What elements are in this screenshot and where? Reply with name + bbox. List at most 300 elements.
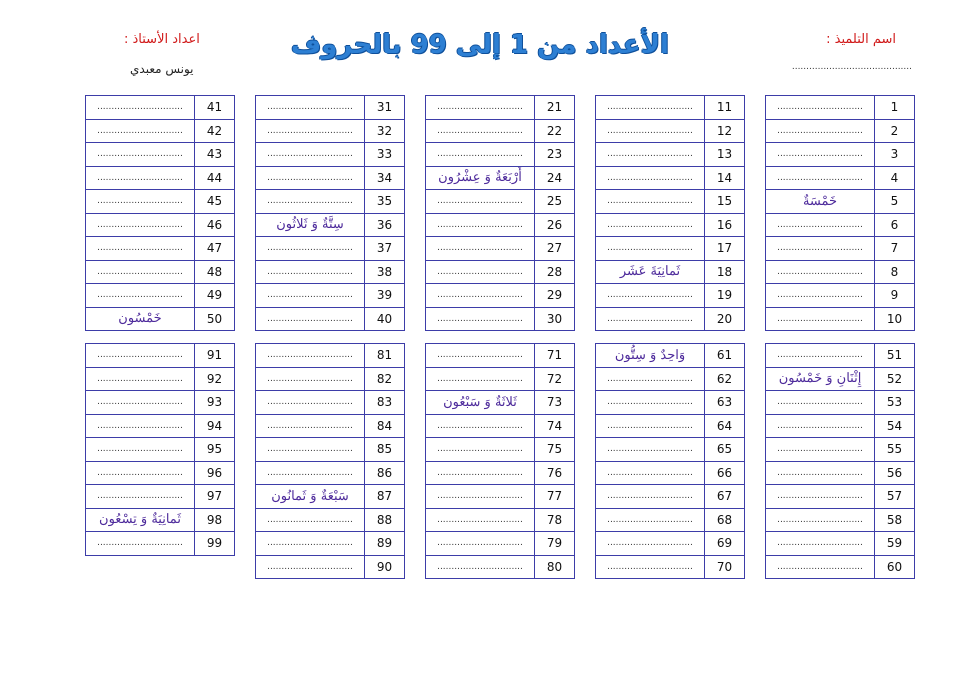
- table-row: [256, 307, 405, 331]
- table-row: [256, 438, 405, 462]
- number-cell: 23: [535, 143, 575, 167]
- table-row: [426, 119, 575, 143]
- table-row: [426, 307, 575, 331]
- answer-cell[interactable]: ..............................: [766, 307, 875, 331]
- table-row: [256, 367, 405, 391]
- teacher-name: يونس معبدي: [130, 62, 194, 76]
- number-table: [765, 95, 915, 331]
- answer-cell[interactable]: ..............................: [256, 307, 365, 331]
- number-cell: 50: [195, 307, 235, 331]
- number-cell: 33: [365, 143, 405, 167]
- answer-cell[interactable]: ..............................: [426, 485, 535, 509]
- number-cell: 83: [365, 391, 405, 415]
- number-cell: 19: [705, 284, 745, 308]
- answer-cell: سِتَّةٌ وَ ثَلاثُون: [256, 213, 365, 237]
- number-cell: 94: [195, 414, 235, 438]
- number-cell: 84: [365, 414, 405, 438]
- answer-cell[interactable]: ..............................: [256, 391, 365, 415]
- number-table: [425, 95, 575, 331]
- number-cell: 2: [875, 119, 915, 143]
- answer-cell[interactable]: ..............................: [426, 284, 535, 308]
- number-cell: 35: [365, 190, 405, 214]
- number-cell: 79: [535, 532, 575, 556]
- number-cell: 1: [875, 96, 915, 120]
- answer-cell[interactable]: ..............................: [86, 367, 195, 391]
- number-cell: 44: [195, 166, 235, 190]
- number-cell: 90: [365, 555, 405, 579]
- number-cell: 77: [535, 485, 575, 509]
- answer-cell[interactable]: ..............................: [256, 532, 365, 556]
- table-row: [426, 284, 575, 308]
- number-cell: 60: [875, 555, 915, 579]
- answer-cell[interactable]: ..............................: [596, 190, 705, 214]
- answer-cell[interactable]: ..............................: [86, 485, 195, 509]
- number-table: [85, 343, 235, 556]
- answer-cell[interactable]: ..............................: [256, 438, 365, 462]
- number-cell: 97: [195, 485, 235, 509]
- table-row: [596, 508, 745, 532]
- answer-cell: سَبْعَةٌ وَ ثَمانُون: [256, 485, 365, 509]
- table-row: [596, 260, 745, 284]
- answer-cell[interactable]: ..............................: [426, 508, 535, 532]
- number-table: [765, 343, 915, 579]
- answer-cell[interactable]: ..............................: [256, 508, 365, 532]
- table-row: [766, 119, 915, 143]
- table-row: [766, 391, 915, 415]
- answer-cell[interactable]: ..............................: [86, 284, 195, 308]
- answer-cell[interactable]: ..............................: [596, 555, 705, 579]
- number-cell: 46: [195, 213, 235, 237]
- answer-cell[interactable]: ..............................: [426, 119, 535, 143]
- number-cell: 10: [875, 307, 915, 331]
- number-cell: 95: [195, 438, 235, 462]
- number-cell: 71: [535, 344, 575, 368]
- answer-cell[interactable]: ..............................: [426, 461, 535, 485]
- table-row: [766, 461, 915, 485]
- number-cell: 31: [365, 96, 405, 120]
- table-row: [766, 438, 915, 462]
- table-row: [86, 284, 235, 308]
- number-cell: 81: [365, 344, 405, 368]
- number-cell: 62: [705, 367, 745, 391]
- number-cell: 3: [875, 143, 915, 167]
- answer-cell[interactable]: ..............................: [766, 260, 875, 284]
- answer-cell[interactable]: ..............................: [86, 438, 195, 462]
- page-title: الأعداد من 1 إلى 99 بالحروف: [291, 30, 669, 60]
- table-row: [766, 237, 915, 261]
- number-cell: 22: [535, 119, 575, 143]
- answer-cell[interactable]: ..............................: [256, 143, 365, 167]
- answer-cell[interactable]: ..............................: [256, 344, 365, 368]
- number-table: [425, 343, 575, 579]
- table-row: [766, 344, 915, 368]
- number-cell: 70: [705, 555, 745, 579]
- table-row: [86, 96, 235, 120]
- number-cell: 7: [875, 237, 915, 261]
- number-cell: 74: [535, 414, 575, 438]
- answer-cell[interactable]: ..............................: [256, 414, 365, 438]
- answer-cell[interactable]: ..............................: [766, 119, 875, 143]
- number-cell: 9: [875, 284, 915, 308]
- answer-cell[interactable]: ..............................: [86, 96, 195, 120]
- table-row: [426, 414, 575, 438]
- number-cell: 34: [365, 166, 405, 190]
- number-cell: 80: [535, 555, 575, 579]
- number-cell: 17: [705, 237, 745, 261]
- table-row: [86, 414, 235, 438]
- answer-cell[interactable]: ..............................: [766, 143, 875, 167]
- answer-cell[interactable]: ..............................: [86, 260, 195, 284]
- table-row: [426, 344, 575, 368]
- answer-cell[interactable]: ..............................: [426, 532, 535, 556]
- answer-cell[interactable]: ..............................: [596, 438, 705, 462]
- number-table: [595, 343, 745, 579]
- table-row: [596, 143, 745, 167]
- number-cell: 72: [535, 367, 575, 391]
- table-row: [426, 367, 575, 391]
- number-cell: 93: [195, 391, 235, 415]
- table-row: [256, 260, 405, 284]
- table-row: [256, 461, 405, 485]
- answer-cell[interactable]: ..............................: [596, 119, 705, 143]
- answer-cell: وَاحِدٌ وَ سِتُّون: [596, 344, 705, 368]
- answer-cell[interactable]: ..............................: [256, 555, 365, 579]
- number-cell: 4: [875, 166, 915, 190]
- answer-cell[interactable]: ..............................: [596, 143, 705, 167]
- number-cell: 27: [535, 237, 575, 261]
- table-row: [86, 213, 235, 237]
- answer-cell[interactable]: ..............................: [596, 461, 705, 485]
- number-cell: 20: [705, 307, 745, 331]
- number-cell: 30: [535, 307, 575, 331]
- answer-cell[interactable]: ..............................: [256, 461, 365, 485]
- number-cell: 36: [365, 213, 405, 237]
- table-row: [596, 461, 745, 485]
- number-cell: 6: [875, 213, 915, 237]
- number-cell: 29: [535, 284, 575, 308]
- answer-cell[interactable]: ..............................: [596, 508, 705, 532]
- answer-cell[interactable]: ..............................: [256, 96, 365, 120]
- table-row: [86, 260, 235, 284]
- table-row: [596, 166, 745, 190]
- number-cell: 25: [535, 190, 575, 214]
- table-row: [596, 284, 745, 308]
- answer-cell[interactable]: ..............................: [596, 237, 705, 261]
- number-cell: 48: [195, 260, 235, 284]
- number-table: [255, 95, 405, 331]
- number-cell: 82: [365, 367, 405, 391]
- number-cell: 86: [365, 461, 405, 485]
- answer-cell[interactable]: ..............................: [86, 213, 195, 237]
- table-row: [426, 260, 575, 284]
- table-row: [256, 414, 405, 438]
- answer-cell[interactable]: ..............................: [766, 213, 875, 237]
- number-cell: 49: [195, 284, 235, 308]
- number-cell: 14: [705, 166, 745, 190]
- number-cell: 87: [365, 485, 405, 509]
- number-cell: 65: [705, 438, 745, 462]
- table-row: [766, 96, 915, 120]
- answer-cell[interactable]: ..............................: [86, 532, 195, 556]
- number-cell: 69: [705, 532, 745, 556]
- answer-cell: خَمْسَةٌ: [766, 190, 875, 214]
- number-cell: 53: [875, 391, 915, 415]
- number-cell: 41: [195, 96, 235, 120]
- table-row: [596, 119, 745, 143]
- number-cell: 63: [705, 391, 745, 415]
- answer-cell[interactable]: ..............................: [86, 119, 195, 143]
- answer-cell[interactable]: ..............................: [256, 190, 365, 214]
- number-cell: 76: [535, 461, 575, 485]
- table-row: [596, 190, 745, 214]
- answer-cell[interactable]: ..............................: [86, 166, 195, 190]
- answer-cell[interactable]: ..............................: [426, 260, 535, 284]
- number-cell: 42: [195, 119, 235, 143]
- answer-cell[interactable]: ..............................: [766, 461, 875, 485]
- table-row: [426, 143, 575, 167]
- table-row: [596, 307, 745, 331]
- answer-cell[interactable]: ..............................: [596, 414, 705, 438]
- number-cell: 89: [365, 532, 405, 556]
- table-row: [256, 119, 405, 143]
- number-cell: 59: [875, 532, 915, 556]
- answer-cell[interactable]: ..............................: [426, 213, 535, 237]
- answer-cell[interactable]: ..............................: [426, 344, 535, 368]
- number-cell: 88: [365, 508, 405, 532]
- table-row: [86, 508, 235, 532]
- number-cell: 5: [875, 190, 915, 214]
- table-row: [256, 508, 405, 532]
- number-cell: 37: [365, 237, 405, 261]
- answer-cell[interactable]: ..............................: [596, 213, 705, 237]
- answer-cell[interactable]: ..............................: [766, 237, 875, 261]
- answer-cell: ثَمانِيَةَ عَشَر: [596, 260, 705, 284]
- number-cell: 8: [875, 260, 915, 284]
- table-row: [426, 213, 575, 237]
- table-row: [766, 213, 915, 237]
- number-cell: 26: [535, 213, 575, 237]
- table-row: [596, 532, 745, 556]
- answer-cell[interactable]: ..............................: [426, 190, 535, 214]
- answer-cell[interactable]: ..............................: [426, 307, 535, 331]
- number-cell: 45: [195, 190, 235, 214]
- number-cell: 12: [705, 119, 745, 143]
- answer-cell[interactable]: ..............................: [86, 391, 195, 415]
- table-row: [766, 532, 915, 556]
- answer-cell[interactable]: ..............................: [256, 260, 365, 284]
- answer-cell[interactable]: ..............................: [766, 532, 875, 556]
- table-row: [426, 555, 575, 579]
- answer-cell[interactable]: ..............................: [766, 284, 875, 308]
- answer-cell: إِثْنَانِ وَ خَمْسُون: [766, 367, 875, 391]
- table-row: [426, 237, 575, 261]
- number-cell: 52: [875, 367, 915, 391]
- table-row: [766, 485, 915, 509]
- answer-cell[interactable]: ..............................: [426, 414, 535, 438]
- table-row: [86, 119, 235, 143]
- answer-cell[interactable]: ..............................: [256, 237, 365, 261]
- table-row: [86, 190, 235, 214]
- answer-cell[interactable]: ..............................: [596, 367, 705, 391]
- answer-cell[interactable]: ..............................: [596, 391, 705, 415]
- number-cell: 28: [535, 260, 575, 284]
- answer-cell[interactable]: ..............................: [766, 508, 875, 532]
- table-row: [86, 237, 235, 261]
- answer-cell[interactable]: ..............................: [766, 414, 875, 438]
- answer-cell[interactable]: ..............................: [596, 307, 705, 331]
- table-row: [596, 391, 745, 415]
- table-row: [766, 260, 915, 284]
- table-row: [256, 190, 405, 214]
- number-cell: 16: [705, 213, 745, 237]
- answer-cell: خَمْسُون: [86, 307, 195, 331]
- table-row: [256, 237, 405, 261]
- answer-cell[interactable]: ..............................: [86, 143, 195, 167]
- answer-cell[interactable]: ..............................: [426, 555, 535, 579]
- table-row: [86, 532, 235, 556]
- table-row: [426, 391, 575, 415]
- table-row: [426, 438, 575, 462]
- number-cell: 38: [365, 260, 405, 284]
- number-cell: 24: [535, 166, 575, 190]
- answer-cell[interactable]: ..............................: [766, 555, 875, 579]
- number-cell: 11: [705, 96, 745, 120]
- answer-cell[interactable]: ..............................: [86, 414, 195, 438]
- number-cell: 56: [875, 461, 915, 485]
- table-row: [426, 508, 575, 532]
- table-row: [426, 96, 575, 120]
- table-row: [86, 485, 235, 509]
- table-row: [596, 367, 745, 391]
- number-cell: 55: [875, 438, 915, 462]
- table-row: [766, 367, 915, 391]
- answer-cell: أَرْبَعَةٌ وَ عِشْرُون: [426, 166, 535, 190]
- number-cell: 58: [875, 508, 915, 532]
- table-row: [596, 555, 745, 579]
- answer-cell[interactable]: ..............................: [256, 284, 365, 308]
- table-row: [596, 485, 745, 509]
- table-row: [766, 190, 915, 214]
- answer-cell[interactable]: ..............................: [766, 391, 875, 415]
- answer-cell[interactable]: ..............................: [426, 438, 535, 462]
- number-cell: 75: [535, 438, 575, 462]
- answer-cell[interactable]: ..............................: [256, 367, 365, 391]
- number-cell: 96: [195, 461, 235, 485]
- table-row: [766, 284, 915, 308]
- number-cell: 61: [705, 344, 745, 368]
- answer-cell[interactable]: ..............................: [766, 485, 875, 509]
- number-cell: 40: [365, 307, 405, 331]
- number-cell: 73: [535, 391, 575, 415]
- number-cell: 78: [535, 508, 575, 532]
- answer-cell[interactable]: ..............................: [86, 237, 195, 261]
- number-table: [85, 95, 235, 331]
- table-row: [86, 438, 235, 462]
- table-row: [256, 344, 405, 368]
- number-cell: 66: [705, 461, 745, 485]
- answer-cell[interactable]: ..............................: [596, 96, 705, 120]
- table-row: [86, 143, 235, 167]
- table-row: [426, 485, 575, 509]
- table-row: [596, 344, 745, 368]
- number-cell: 18: [705, 260, 745, 284]
- answer-cell: ثَلاثَةٌ وَ سَبْعُون: [426, 391, 535, 415]
- answer-cell[interactable]: ..............................: [86, 190, 195, 214]
- number-cell: 91: [195, 344, 235, 368]
- table-row: [426, 190, 575, 214]
- table-row: [256, 213, 405, 237]
- number-cell: 68: [705, 508, 745, 532]
- answer-cell[interactable]: ..............................: [426, 367, 535, 391]
- table-row: [596, 414, 745, 438]
- table-row: [86, 367, 235, 391]
- table-row: [766, 414, 915, 438]
- table-row: [86, 461, 235, 485]
- teacher-label: اعداد الأستاذ :: [124, 32, 200, 47]
- student-name-label: اسم التلميذ :: [826, 32, 896, 47]
- answer-cell[interactable]: ..............................: [86, 461, 195, 485]
- table-row: [596, 237, 745, 261]
- table-row: [256, 485, 405, 509]
- table-row: [426, 532, 575, 556]
- answer-cell[interactable]: ..............................: [426, 143, 535, 167]
- table-row: [86, 166, 235, 190]
- number-cell: 54: [875, 414, 915, 438]
- answer-cell[interactable]: ..............................: [426, 96, 535, 120]
- number-cell: 15: [705, 190, 745, 214]
- answer-cell[interactable]: ..............................: [766, 438, 875, 462]
- answer-cell[interactable]: ..............................: [426, 237, 535, 261]
- table-row: [596, 213, 745, 237]
- number-table: [255, 343, 405, 579]
- number-cell: 32: [365, 119, 405, 143]
- table-row: [426, 461, 575, 485]
- table-row: [86, 344, 235, 368]
- answer-cell[interactable]: ..............................: [766, 344, 875, 368]
- number-cell: 64: [705, 414, 745, 438]
- answer-cell[interactable]: ..............................: [256, 166, 365, 190]
- number-cell: 85: [365, 438, 405, 462]
- answer-cell[interactable]: ..............................: [596, 284, 705, 308]
- number-cell: 99: [195, 532, 235, 556]
- table-row: [766, 555, 915, 579]
- answer-cell[interactable]: ..............................: [766, 96, 875, 120]
- number-cell: 57: [875, 485, 915, 509]
- table-row: [256, 532, 405, 556]
- answer-cell[interactable]: ..............................: [596, 485, 705, 509]
- answer-cell[interactable]: ..............................: [596, 166, 705, 190]
- number-cell: 13: [705, 143, 745, 167]
- answer-cell[interactable]: ..............................: [596, 532, 705, 556]
- answer-cell: ثَمانِيَةٌ وَ تِسْعُون: [86, 508, 195, 532]
- number-cell: 67: [705, 485, 745, 509]
- number-table: [595, 95, 745, 331]
- answer-cell[interactable]: ..............................: [766, 166, 875, 190]
- answer-cell[interactable]: ..............................: [86, 344, 195, 368]
- number-cell: 92: [195, 367, 235, 391]
- table-row: [766, 143, 915, 167]
- number-cell: 51: [875, 344, 915, 368]
- table-row: [256, 284, 405, 308]
- answer-cell[interactable]: ..............................: [256, 119, 365, 143]
- student-name-field[interactable]: ..........................................: [791, 62, 912, 72]
- number-cell: 98: [195, 508, 235, 532]
- table-row: [426, 166, 575, 190]
- table-row: [256, 391, 405, 415]
- table-row: [596, 96, 745, 120]
- number-cell: 39: [365, 284, 405, 308]
- table-row: [86, 391, 235, 415]
